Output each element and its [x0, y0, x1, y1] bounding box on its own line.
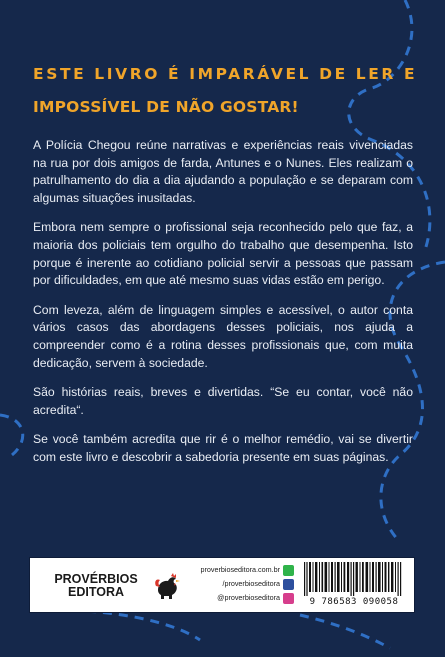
rooster-icon	[152, 572, 182, 602]
paragraph-3: Com leveza, além de linguagem simples e acessível, o autor conta vários casos das abordagens desses policiais, nos ajuda a compreender como é a rotina desses profissionais que, com muita dedicação, servem à sociedade.	[33, 302, 413, 370]
website-row[interactable]	[198, 564, 294, 578]
paragraph-4: São histórias reais, breves e divertidas. “Se eu contar, você não acredita“.	[33, 385, 413, 417]
instagram-handle[interactable]: @proverbioseditora	[217, 593, 280, 602]
isbn-number: 9 786583 090058	[309, 597, 399, 607]
social-links	[198, 564, 294, 606]
publisher-name-line-1: PROVÉRBIOS	[54, 572, 138, 586]
cover-heading	[33, 58, 418, 124]
heading-line-2: IMPOSSÍVEL DE NÃO GOSTAR!	[33, 98, 299, 116]
isbn-barcode	[300, 562, 408, 608]
website-link[interactable]: proverbioseditora.com.br	[200, 565, 280, 574]
heading-line-1: ESTE LIVRO É IMPARÁVEL DE LER E	[33, 65, 418, 83]
publisher-name-line-2: EDITORA	[67, 585, 125, 599]
paragraph-2: Embora nem sempre o profissional seja reconhecido pelo que faz, a maioria dos policiais tem orgulho do trabalho que desempenha. Isto porque é inerente ao cotidiano policial servir a pessoas que passam por dificuldades, em que até mesmo suas vidas estão em perigo.	[33, 220, 413, 288]
publisher-logo	[36, 564, 188, 608]
facebook-icon	[283, 579, 294, 590]
instagram-icon	[283, 593, 294, 604]
whatsapp-icon	[283, 565, 294, 576]
instagram-row[interactable]	[198, 592, 294, 606]
barcode-icon	[300, 562, 408, 596]
paragraph-5: Se você também acredita que rir é o melhor remédio, vai se divertir com este livro e descobrir a sabedoria presente em suas páginas.	[33, 432, 413, 464]
facebook-handle[interactable]: /proverbioseditora	[222, 579, 280, 588]
paragraph-1: A Polícia Chegou reúne narrativas e experiências reais vivenciadas na rua por dois amigos de farda, Antunes e o Nunes. Eles realizam o patrulhamento do dia a dia ajudando a população e se deparam com algumas situações inusitadas.	[33, 138, 413, 205]
publisher-footer	[29, 557, 415, 613]
synopsis-text	[33, 137, 413, 479]
facebook-row[interactable]	[198, 578, 294, 592]
